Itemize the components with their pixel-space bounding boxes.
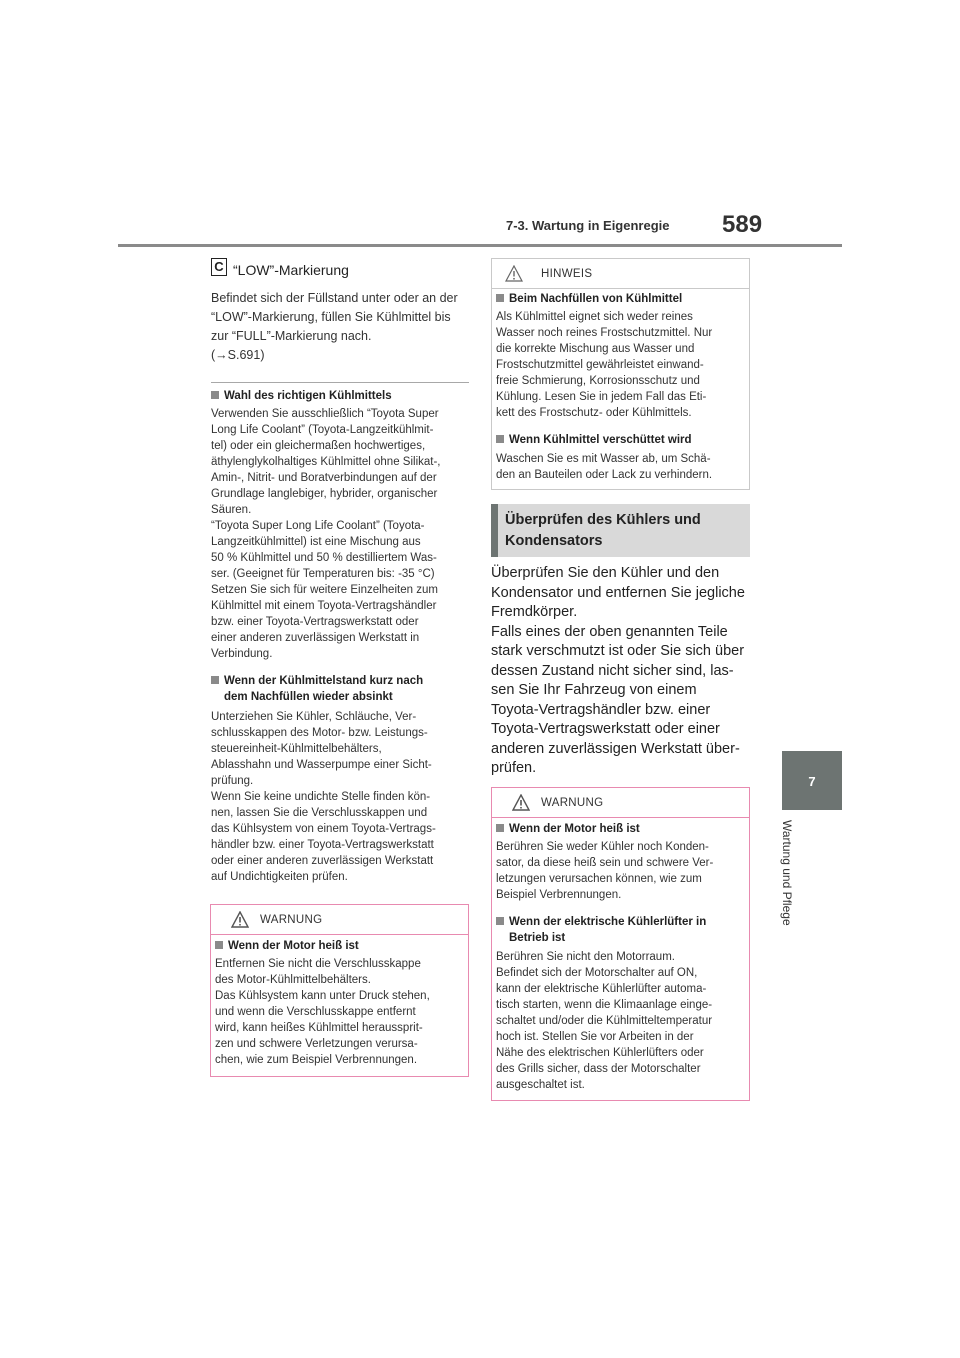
- text-line: auf Undichtigkeiten prüfen.: [211, 871, 348, 883]
- bullet-square-icon: [496, 294, 504, 302]
- text-line: schaltet und/oder die Kühlmitteltemperatur: [496, 1015, 713, 1027]
- text-line: ausgeschaltet ist.: [496, 1079, 585, 1091]
- caution-triangle-icon: [505, 265, 523, 282]
- bullet-square-icon: [215, 941, 223, 949]
- text-line: steuereinheit-Kühlmittelbehälters,: [211, 743, 382, 755]
- text-line: Langzeitkühlmittel) ist eine Mischung aus: [211, 536, 421, 548]
- warning-text: [215, 956, 465, 1068]
- section-body: [491, 564, 753, 779]
- text-line: Setzen Sie sich für weitere Einzelheiten zum: [211, 584, 438, 596]
- text-line: Wasser noch reines Frostschutzmittel. Nur: [496, 327, 713, 339]
- bullet-square-icon: [211, 676, 219, 684]
- text-line: händler bzw. einer Toyota-Vertragswerkstatt: [211, 839, 434, 851]
- text-line: Säuren.: [211, 504, 252, 516]
- section-heading-text: Überprüfen des Kühlers und Kondensators: [505, 512, 701, 549]
- text-line: zur “FULL”-Markierung nach.: [211, 329, 372, 343]
- section-title: 7-3. Wartung in Eigenregie: [506, 218, 670, 233]
- page-number: 589: [722, 211, 763, 238]
- notice-heading-2: Wenn Kühlmittel verschüttet wird: [496, 432, 692, 448]
- text-line: Kondensator und entfernen Sie jegliche: [491, 584, 745, 601]
- text-line: bzw. einer Toyota-Vertragswerkstatt oder: [211, 616, 419, 628]
- text-line: hoch ist. Stellen Sie vor Arbeiten in der: [496, 1031, 694, 1043]
- text-line: Befindet sich der Motorschalter auf ON,: [496, 967, 698, 979]
- text-line: Berühren Sie weder Kühler noch Konden-: [496, 841, 709, 853]
- text-line: Beispiel Verbrennungen.: [496, 889, 622, 901]
- text-line: die korrekte Mischung aus Wasser und: [496, 343, 695, 355]
- text-line: kett des Frostschutz- oder Kühlmittels.: [496, 407, 692, 419]
- c-title: “LOW”-Markierung: [233, 262, 349, 278]
- warning-heading-1: Wenn der Motor heiß ist: [496, 821, 640, 837]
- bullet-square-icon: [211, 391, 219, 399]
- divider: [211, 382, 469, 383]
- heading-coolant-choice: Wahl des richtigen Kühlmittels: [211, 388, 471, 404]
- text-line: stark verschmutzt ist oder Sie sich über: [491, 643, 745, 659]
- chapter-title: Wartung und Pflege: [780, 820, 794, 926]
- warning-box-left: [210, 904, 469, 1077]
- section-heading-bar: [491, 504, 498, 557]
- notice-label: HINWEIS: [541, 268, 593, 280]
- text-line: “LOW”-Markierung, füllen Sie Kühlmittel bis: [211, 310, 451, 324]
- text-line: und wenn die Verschlusskappe entfernt: [215, 1006, 416, 1018]
- warning-header: [492, 788, 749, 818]
- text-line: des Motor-Kühlmittelbehälters.: [215, 974, 371, 986]
- text-line: Grundlage langlebiger, hybrider, organischer: [211, 488, 438, 500]
- warning-label: WARNUNG: [541, 797, 604, 809]
- paragraph-coolant-drop: [211, 709, 473, 885]
- warning-triangle-icon: [231, 911, 249, 928]
- heading-coolant-drop: Wenn der Kühlmittelstand kurz nach dem Nachfüllen wieder absinkt: [211, 673, 473, 705]
- text-line: sen Sie Ihr Fahrzeug von einem: [491, 682, 697, 698]
- text-line: Fremdkörper.: [491, 604, 578, 620]
- chapter-tab[interactable]: 7: [782, 751, 842, 810]
- text-line: Wenn Sie keine undichte Stelle finden kön-: [211, 791, 431, 803]
- header-rule: [118, 244, 842, 247]
- text-line: wird, kann heißes Kühlmittel heraussprit-: [215, 1022, 423, 1034]
- text-line: einer anderen zuverlässigen Werkstatt in: [211, 632, 420, 644]
- paragraph-coolant-choice: [211, 406, 473, 662]
- text-line: Verwenden Sie ausschließlich “Toyota Super: [211, 408, 439, 420]
- text-line: Ablasshahn und Wasserpumpe einer Sicht-: [211, 759, 432, 771]
- text-line: Long Life Coolant” (Toyota-Langzeitkühlmit-: [211, 424, 434, 436]
- text-line: des Grills sicher, dass der Motorschalter: [496, 1063, 701, 1075]
- text-line: Überprüfen Sie den Kühler und den: [491, 565, 720, 581]
- text-line: Verbindung.: [211, 648, 273, 660]
- warning-header-rule: [492, 817, 749, 818]
- text-line: letzungen verursachen können, wie zum: [496, 873, 702, 885]
- warning-label: WARNUNG: [260, 914, 323, 926]
- page-reference-link[interactable]: (→S.691): [211, 348, 265, 362]
- text-line: zen und schwere Verletzungen verursa-: [215, 1038, 418, 1050]
- bullet-square-icon: [496, 824, 504, 832]
- warning-text-1: [496, 839, 746, 903]
- text-line: 50 % Kühlmittel und 50 % destilliertem Was-: [211, 552, 437, 564]
- text-line: dessen Zustand nicht sicher sind, las-: [491, 662, 734, 679]
- notice-header: [492, 259, 749, 289]
- bullet-square-icon: [496, 917, 504, 925]
- notice-text-1: [496, 309, 746, 421]
- text-line: tisch starten, wenn die Klimaanlage einge-: [496, 999, 713, 1011]
- warning-header: [211, 905, 468, 935]
- text-line: Waschen Sie es mit Wasser ab, um Schä-: [496, 453, 711, 465]
- c-description: [211, 289, 471, 365]
- warning-heading-2: Wenn der elektrische Kühlerlüfter in Betrieb ist: [496, 914, 706, 946]
- notice-text-2: [496, 451, 746, 483]
- warning-heading: Wenn der Motor heiß ist: [215, 938, 359, 954]
- text-line: Entfernen Sie nicht die Verschlusskappe: [215, 958, 421, 970]
- text-line: prüfung.: [211, 775, 254, 787]
- text-line: Nähe des elektrischen Kühlerlüfters oder: [496, 1047, 704, 1059]
- notice-header-rule: [492, 288, 749, 289]
- text-line: Frostschutzmittel gewährleistet einwand-: [496, 359, 704, 371]
- bullet-square-icon: [496, 435, 504, 443]
- marker-c: C: [211, 258, 227, 276]
- text-line: Falls eines der oben genannten Teile: [491, 623, 728, 640]
- text-line: prüfen.: [491, 760, 537, 776]
- text-line: Das Kühlsystem kann unter Druck stehen,: [215, 990, 430, 1002]
- text-line: Kühlmittel mit einem Toyota-Vertragshändler: [211, 600, 437, 612]
- section-heading: [491, 504, 750, 557]
- text-line: das Kühlsystem von einem Toyota-Vertrags-: [211, 823, 436, 835]
- text-line: freie Schmierung, Korrosionsschutz und: [496, 375, 700, 387]
- text-line: Als Kühlmittel eignet sich weder reines: [496, 311, 693, 323]
- text-line: Toyota-Vertragswerkstatt oder einer: [491, 721, 720, 737]
- text-line: anderen zuverlässigen Werkstatt über-: [491, 740, 740, 757]
- notice-box: [491, 258, 750, 490]
- text-line: chen, wie zum Beispiel Verbrennungen.: [215, 1054, 418, 1066]
- notice-heading-1: Beim Nachfüllen von Kühlmittel: [496, 291, 682, 307]
- text-line: den an Bauteilen oder Lack zu verhindern.: [496, 469, 713, 481]
- text-line: tel) oder ein gleichermaßen hochwertiges,: [211, 440, 426, 452]
- warning-box-right: [491, 787, 750, 1101]
- warning-header-rule: [211, 934, 468, 935]
- text-line: Toyota-Vertragshändler bzw. einer: [491, 701, 711, 718]
- text-line: Amin-, Nitrit- und Boratverbindungen auf der: [211, 472, 437, 484]
- text-line: “Toyota Super Long Life Coolant” (Toyota-: [211, 520, 425, 532]
- text-line: sator, da diese heiß sein und schwere Ver-: [496, 857, 714, 869]
- text-line: kann der elektrische Kühlerlüfter automa-: [496, 983, 707, 995]
- text-line: Befindet sich der Füllstand unter oder an der: [211, 291, 458, 305]
- text-line: Berühren Sie nicht den Motorraum.: [496, 951, 675, 963]
- warning-text-2: [496, 949, 748, 1093]
- text-line: Kühlung. Lesen Sie in jedem Fall das Eti-: [496, 391, 707, 403]
- text-line: äthylenglykolhaltiges Kühlmittel ohne Silikat-,: [211, 456, 441, 468]
- text-line: nen, lassen Sie die Verschlusskappen und: [211, 807, 428, 819]
- text-line: ser. (Geeignet für Temperaturen bis: -35 °C): [211, 568, 435, 580]
- text-line: oder einer anderen zuverlässigen Werkstatt: [211, 855, 434, 867]
- text-line: schlusskappen des Motor- bzw. Leistungs-: [211, 727, 428, 739]
- warning-triangle-icon: [512, 794, 530, 811]
- text-line: Unterziehen Sie Kühler, Schläuche, Ver-: [211, 711, 417, 723]
